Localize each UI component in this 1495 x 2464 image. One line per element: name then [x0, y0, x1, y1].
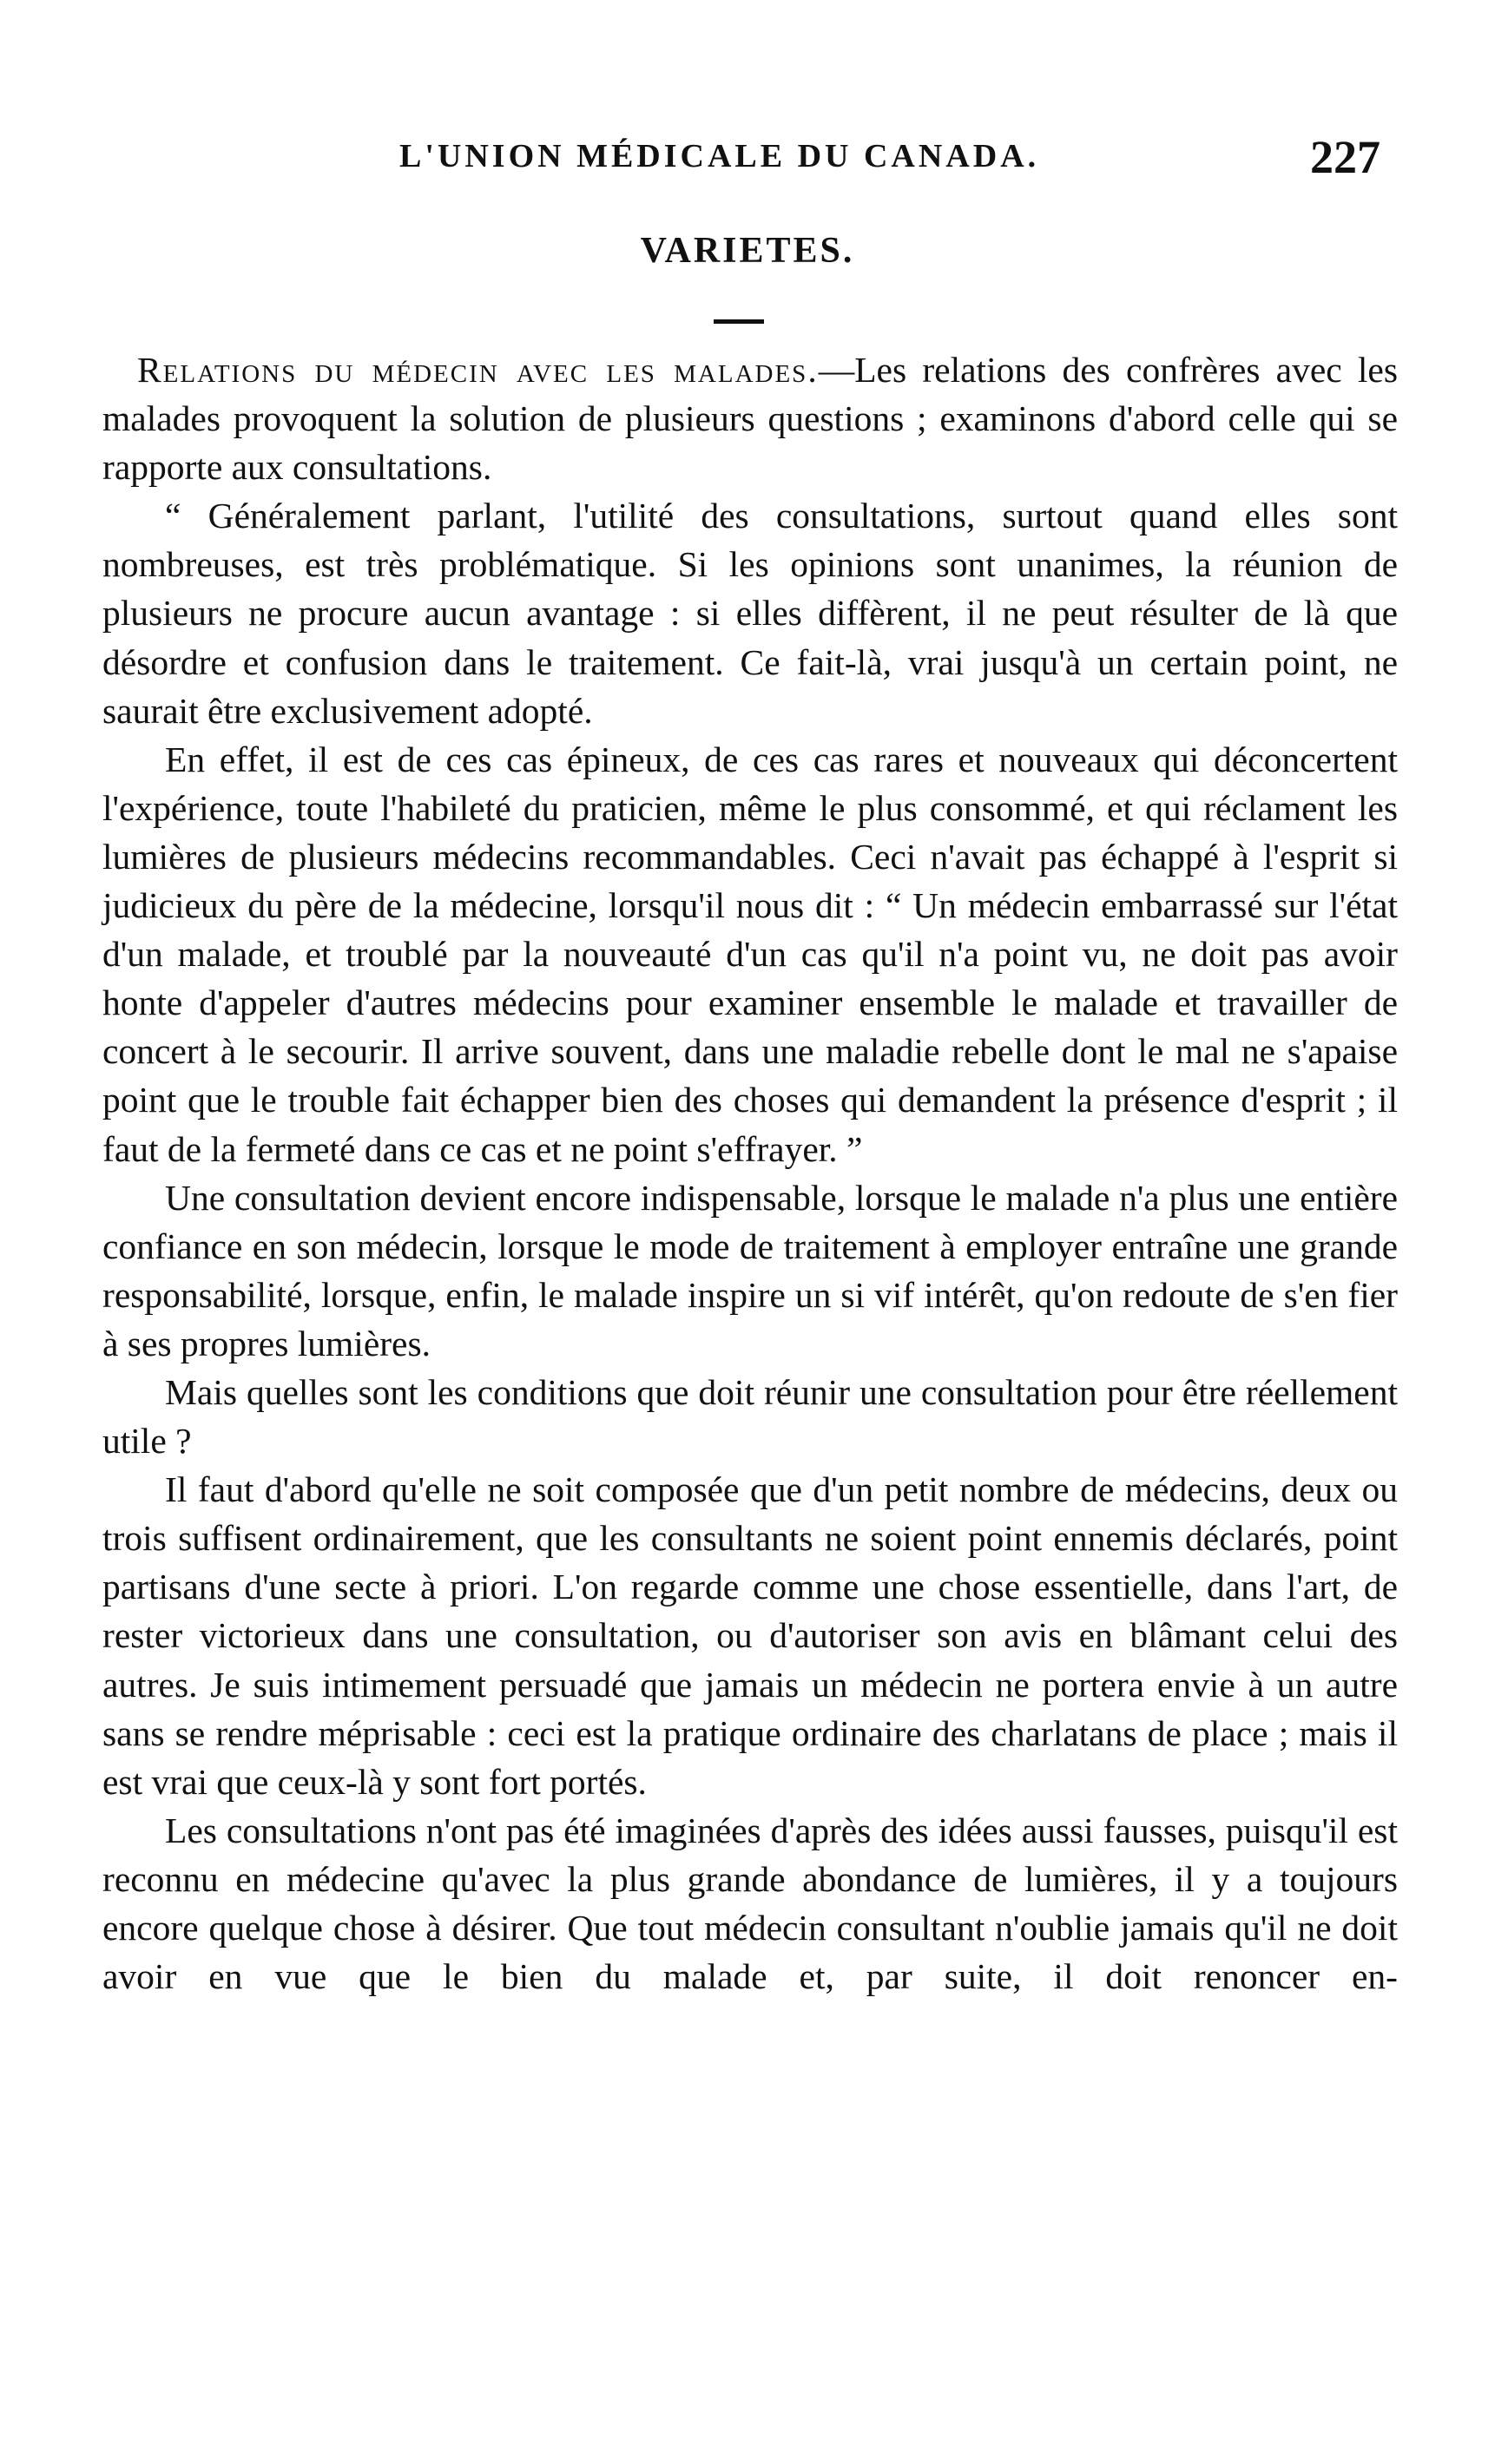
article-paragraph-6: Il faut d'abord qu'elle ne soit composée que d'un petit nombre de médecins, deux ou trois suffisent ordinairement, que les consultants ne soient point ennemis déclarés, point partisans d'une secte à priori. L'on regarde comme une chose essentielle, dans l'art, de rester victorieux dans une consultation, ou d'autoriser son avis en blâmant celui des autres. Je suis intimement persuadé que jamais un médecin ne portera envie à un autre sans se rendre méprisable : ceci est la pratique ordinaire des charlatans de place ; mais il est vrai que ceux-là y sont fort portés. [102, 1469, 1398, 1802]
article-paragraph-1 [102, 345, 1398, 491]
title-rule [714, 319, 764, 324]
running-title: L'UNION MÉDICALE DU CANADA. [399, 138, 1040, 174]
section-title: VARIETES. [640, 231, 855, 271]
article-heading: Relations du médecin avec les malades. [137, 350, 819, 390]
page-number: 227 [1310, 131, 1380, 183]
article-body [102, 345, 1398, 2001]
article-paragraph-4: Une consultation devient encore indispensable, lorsque le malade n'a plus une entière confiance en son médecin, lorsque le mode de traitement à employer entraîne une grande responsabilité, lorsque, enfin, le malade inspire un si vif intérêt, qu'on redoute de s'en fier à ses propres lumières. [102, 1177, 1398, 1363]
article-paragraph-5: Mais quelles sont les conditions que doit réunir une consultation pour être réellement utile ? [102, 1371, 1398, 1462]
article-paragraph-7: Les consultations n'ont pas été imaginées d'après des idées aussi fausses, puisqu'il est reconnu en médecine qu'avec la plus grande abondance de lumières, il y a toujours encore quelque chose à désirer. Que tout médecin consultant n'oublie jamais qu'il ne doit avoir en vue que le bien du malade et, par suite, il doit renoncer en- [102, 1810, 1398, 1997]
article-paragraph-2: “ Généralement parlant, l'utilité des consultations, surtout quand elles sont nombreuses, est très problématique. Si les opinions sont unanimes, la réunion de plusieurs ne procure aucun avantage : si elles diffèrent, il ne peut résulter de là que désordre et confusion dans le traitement. Ce fait-là, vrai jusqu'à un certain point, ne saurait être exclusivement adopté. [102, 496, 1398, 731]
article-paragraph-3: En effet, il est de ces cas épineux, de ces cas rares et nouveaux qui déconcertent l'expérience, toute l'habileté du praticien, même le plus consommé, et qui réclament les lumières de plusieurs médecins recommandables. Ceci n'avait pas échappé à l'esprit si judicieux du père de la médecine, lorsqu'il nous dit : “ Un médecin embarrassé sur l'état d'un malade, et troublé par la nouveauté d'un cas qu'il n'a point vu, ne doit pas avoir honte d'appeler d'autres médecins pour examiner ensemble le malade et travailler de concert à le secourir. Il arrive souvent, dans une maladie rebelle dont le mal ne s'apaise point que le trouble fait échapper bien des choses qui demandent la présence d'esprit ; il faut de la fermeté dans ce cas et ne point s'effrayer. ” [102, 739, 1398, 1169]
page-header [139, 130, 1380, 182]
article-paragraph-1-text: —Les relations des confrères avec les malades provoquent la solution de plusieurs questions ; examinons d'abord celle qui se rapporte aux consultations. [102, 350, 1398, 488]
